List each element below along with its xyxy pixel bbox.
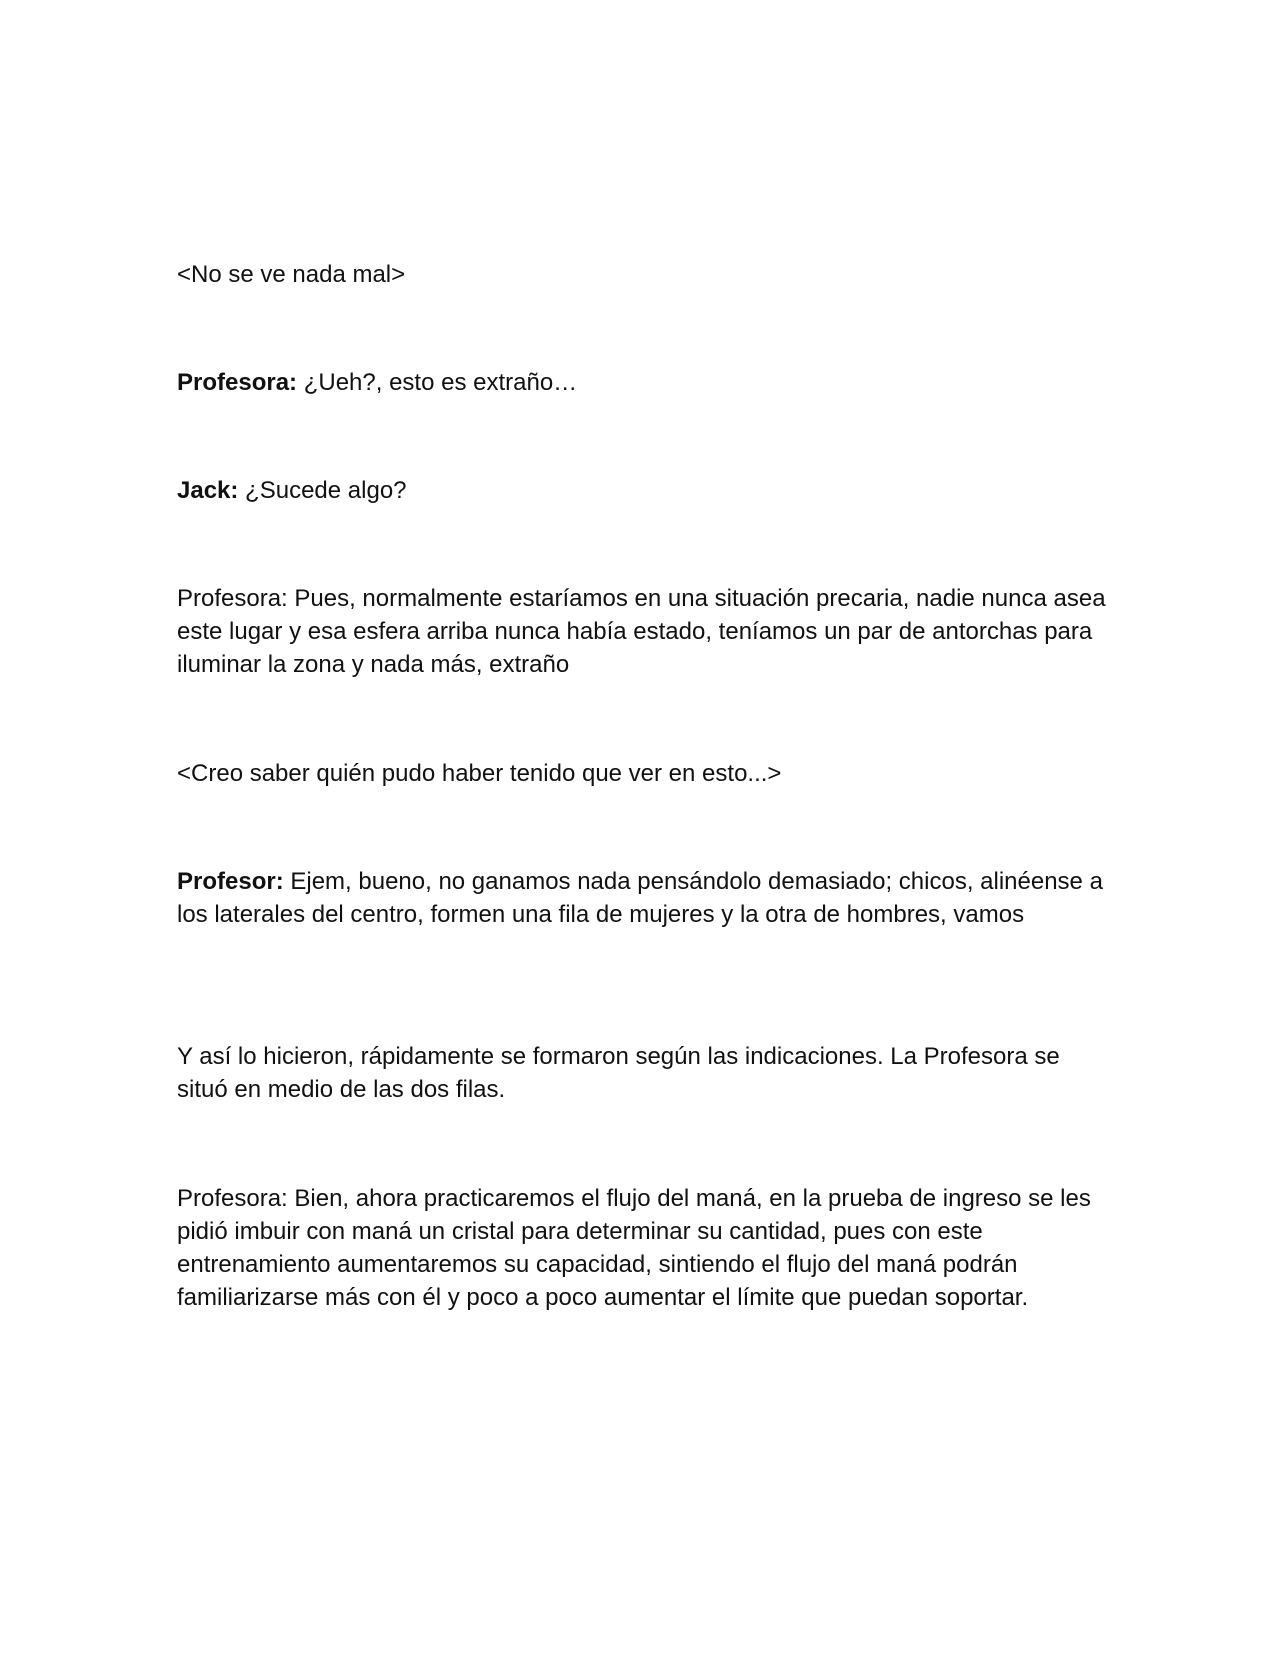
narration-paragraph: [177, 258, 1107, 291]
dialogue-paragraph: [177, 865, 1107, 931]
dialogue-paragraph: [177, 366, 1107, 399]
paragraph-text: Y así lo hicieron, rápidamente se formaron según las indicaciones. La Profesora se situó en medio de las dos filas.: [177, 1043, 1060, 1103]
narration-paragraph: [177, 757, 1107, 790]
speaker-label: Jack:: [177, 477, 239, 504]
dialogue-paragraph: [177, 474, 1107, 507]
dialogue-paragraph: [177, 1182, 1107, 1314]
narration-paragraph: [177, 1040, 1107, 1106]
speaker-label: Profesora:: [177, 369, 298, 396]
dialogue-text: ¿Ueh?, esto es extraño…: [297, 369, 578, 396]
dialogue-text: Ejem, bueno, no ganamos nada pensándolo demasiado; chicos, alinéense a los laterales del centro, formen una fila de mujeres y la otra de hombres, vamos: [177, 868, 1103, 928]
paragraph-text: Profesora: Pues, normalmente estaríamos en una situación precaria, nadie nunca asea este lugar y esa esfera arriba nunca había estado, teníamos un par de antorchas para iluminar la zona y nada más, extraño: [177, 585, 1106, 678]
paragraph-text: <Creo saber quién pudo haber tenido que ver en esto...>: [177, 760, 782, 787]
paragraph-text: <No se ve nada mal>: [177, 261, 406, 288]
speaker-label: Profesor:: [177, 868, 284, 895]
paragraph-text: Profesora: Bien, ahora practicaremos el flujo del maná, en la prueba de ingreso se les pidió imbuir con maná un cristal para determinar su cantidad, pues con este entrenamiento aumentaremos su capacidad, sintiendo el flujo del maná podrán familiarizarse más con él y poco a poco aumentar el límite que puedan soportar.: [177, 1185, 1091, 1311]
dialogue-paragraph: [177, 582, 1107, 681]
dialogue-text: ¿Sucede algo?: [238, 477, 407, 504]
